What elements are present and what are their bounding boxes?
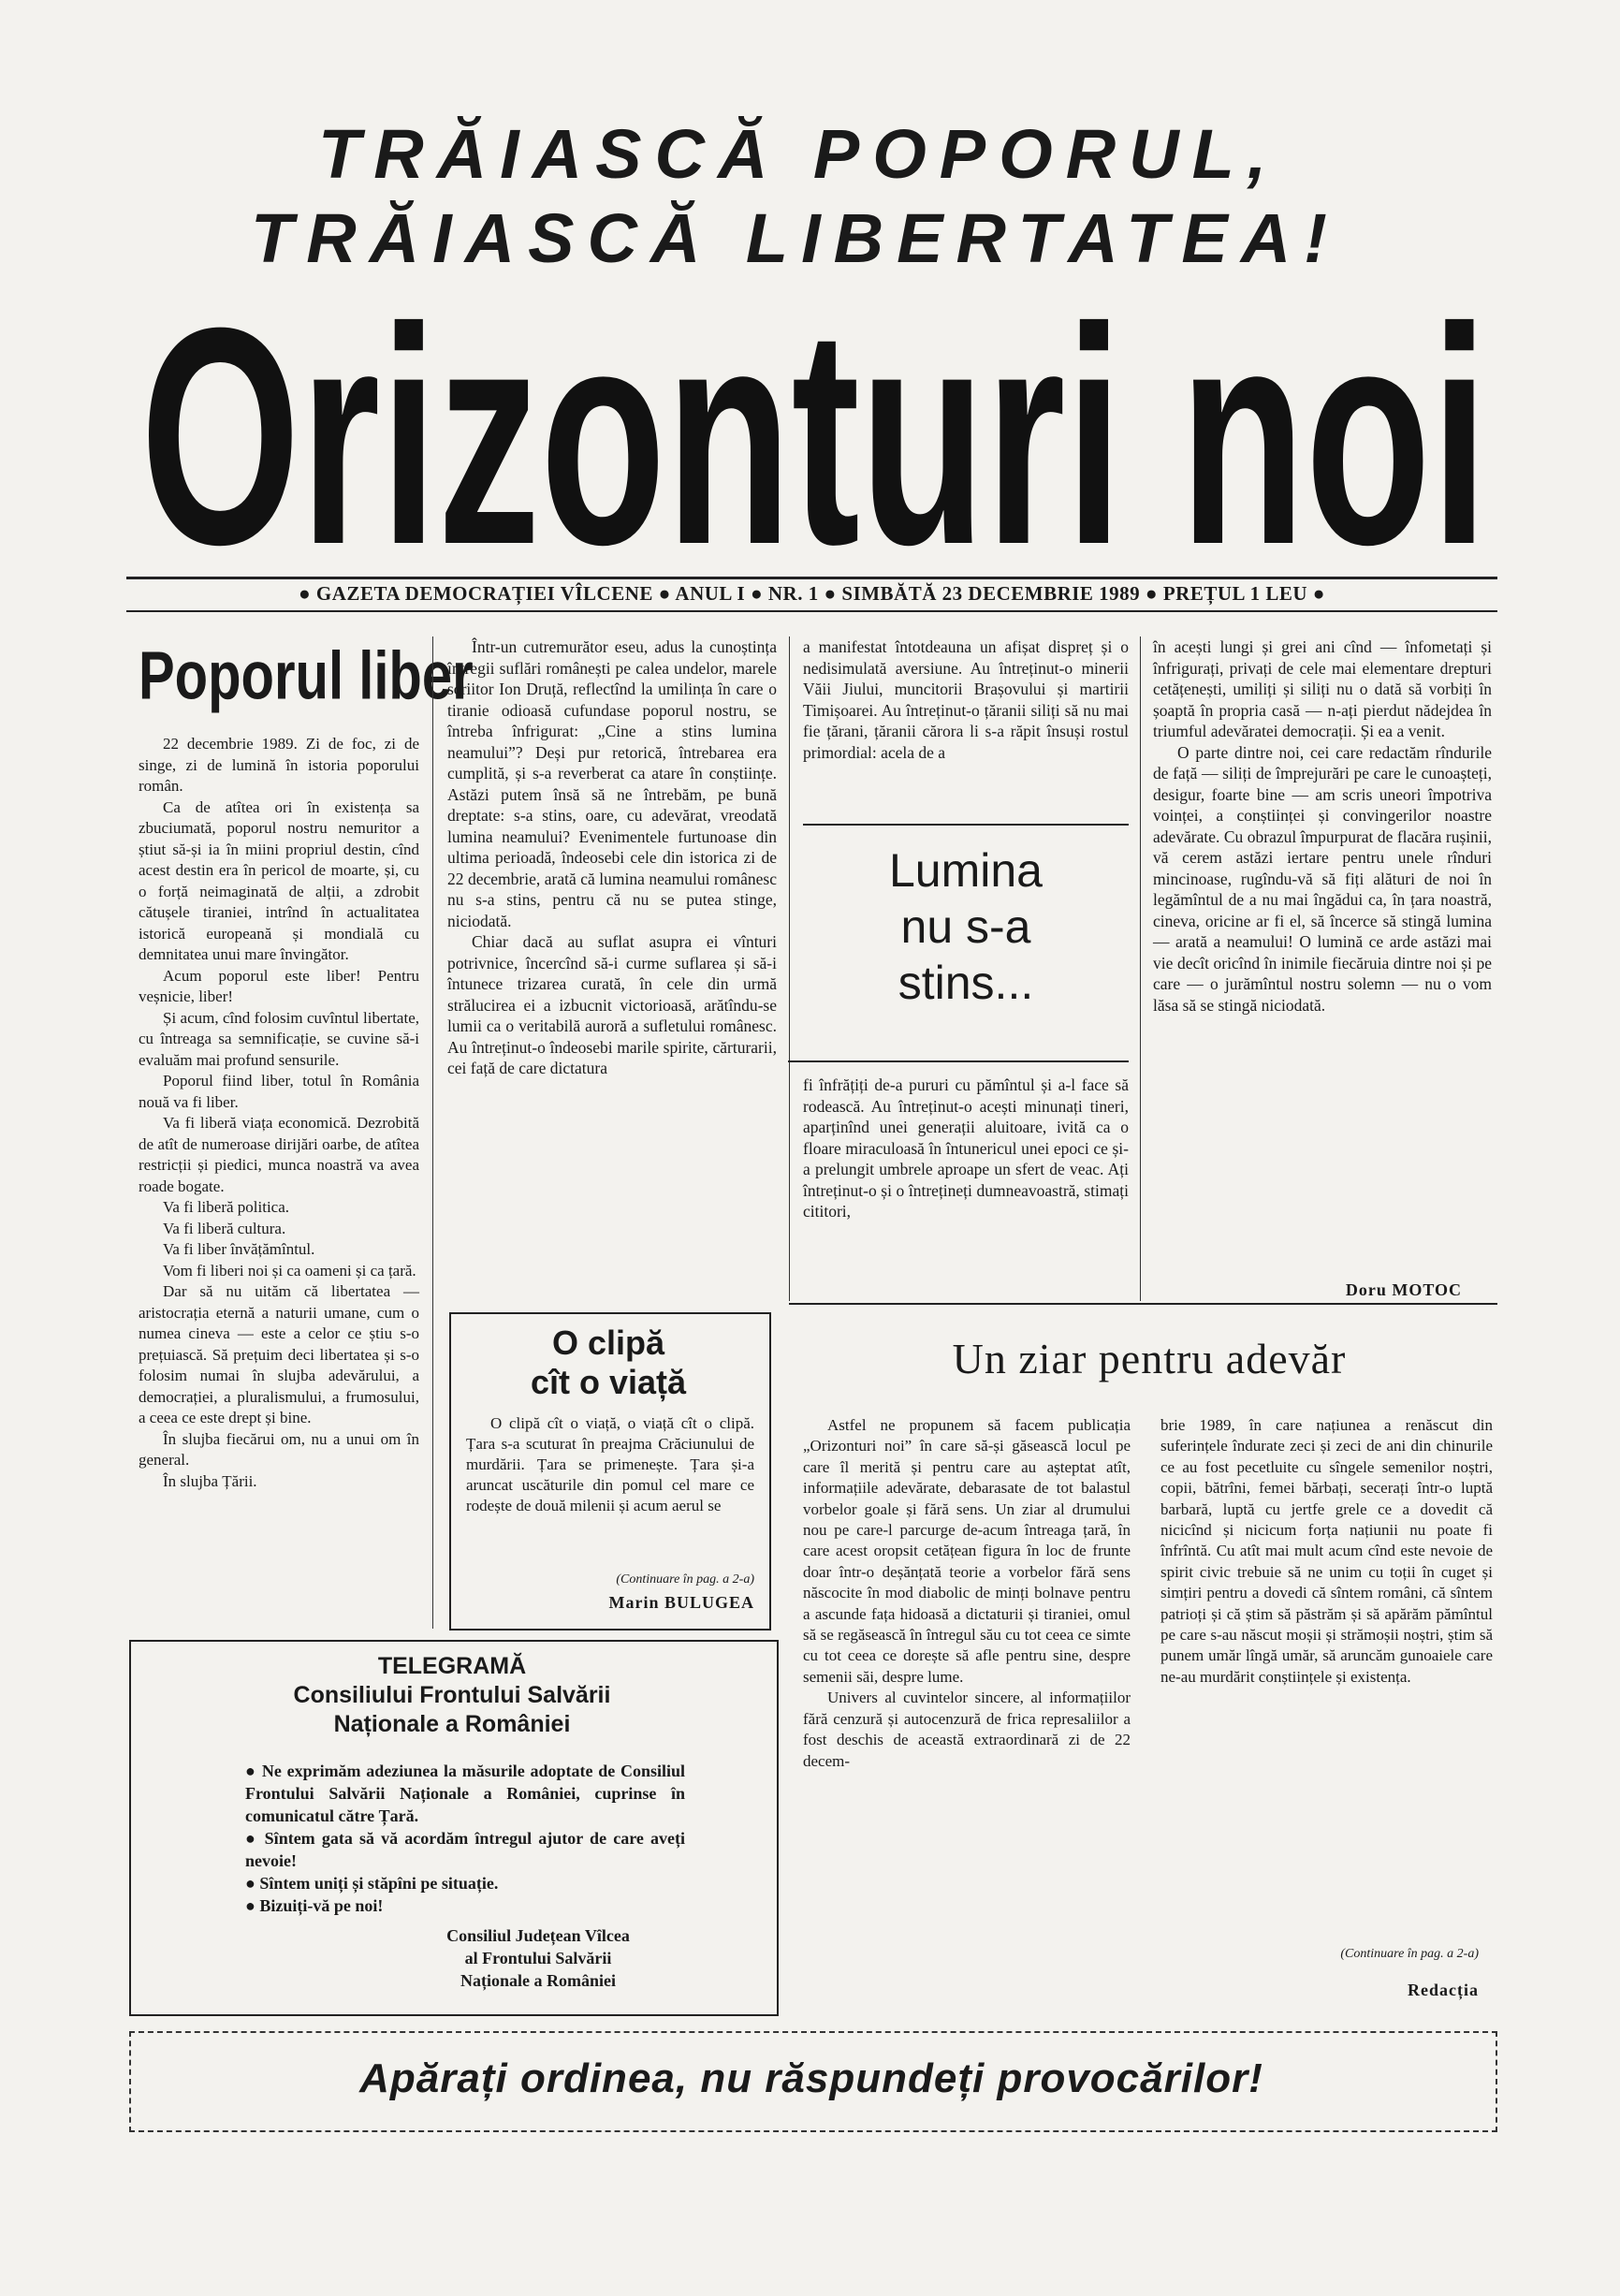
motoc-p2: O parte dintre noi, cei care redactăm rîndurile de față — siliți de împrejurări pe care le cunoașteți, desigur, foarte bine — am scris uneori împotriva voinței, a conștiinței și convingerilor noastre adevărate. Cu obrazul împurpurat de flacăra rușinii, vă cerem astăzi iertare pentru unele rînduri mincinoase, rugîndu-vă să fiți alături de noi în legămîntul de a nu mai îngădui ca, în țara noastră, cineva, oricine ar fi el, să încerce să stingă lumina — arată a neamului! O lumină ce arde astăzi mai vie decît oricînd în inimile fiecăruia dintre noi și pe care — o jurămîntul nostru solemn — nu o vom lăsa să se stingă niciodată. bbox=[1153, 742, 1492, 1015]
poporul-p3: Acum poporul este liber! Pentru veșnicie, liber! bbox=[139, 966, 419, 1005]
clipa-title-line-1: O clipă bbox=[551, 1323, 665, 1362]
poporul-p7: Va fi liberă politica. bbox=[163, 1198, 290, 1216]
column-divider bbox=[1140, 636, 1141, 1301]
masthead-info-line: ● GAZETA DEMOCRAȚIEI VÎLCENE ● ANUL I ● NR. 1 ● SIMBĂTĂ 23 DECEMBRIE 1989 ● PREȚUL 1 LEU ● bbox=[299, 582, 1325, 605]
telegram-subtitle-1: Consiliului Frontului Salvării bbox=[293, 1682, 611, 1708]
masthead-title bbox=[131, 309, 1497, 580]
poporul-p12: În slujba fiecărui om, nu a unui om în general. bbox=[139, 1429, 419, 1469]
bottom-banner-text: Apărați ordinea, nu răspundeți provocărilor! bbox=[359, 2055, 1263, 2101]
article-lumina-part1 bbox=[447, 636, 777, 1079]
poporul-p1: 22 decembrie 1989. Zi de foc, zi de singe, zi de lumină în istoria poporului român. bbox=[139, 735, 419, 795]
ziar-column-1 bbox=[803, 1415, 1131, 1772]
column-divider bbox=[789, 636, 790, 1301]
clipa-title-line-2: cît o viață bbox=[530, 1363, 687, 1401]
telegram-item-3: ● Sîntem uniți și stăpîni pe situație. bbox=[245, 1874, 499, 1893]
slogan-line-2: TRĂIASCĂ LIBERTATEA! bbox=[251, 199, 1340, 277]
motoc-p1: în acești lungi și grei ani cînd — înfometați și înfrigurați, privați de cele mai elementare drepturi cetățenești, umiliți și siliți nu o dată să vorbiți în șoaptă în propria casă — n-ați pierdut nădejdea în triumful adevăratei democrații. Și ea a venit. bbox=[1153, 637, 1492, 740]
lumina-p2: Chiar dacă au suflat asupra ei vînturi potrivnice, încercînd să-i curme suflarea și să-i întunece trizarea curată, în cele din urmă strălucirea ei a izbucnit victorioasă, arătîndu-se lumii ca o veritabilă auroră a sufletului românesc. Au întreținut-o îndeosebi marile spirite, cărturarii, cei față de care dictatura bbox=[447, 932, 777, 1077]
telegram-item-1: ● Ne exprimăm adeziunea la măsurile adoptate de Consiliul Frontului Salvării Naționale a României, cuprinse în comunicatul către Țară. bbox=[245, 1762, 685, 1825]
poporul-p10: Vom fi liberi noi și ca oameni și ca țară. bbox=[163, 1261, 416, 1280]
masthead-text: Orizonturi noi bbox=[140, 309, 1488, 580]
column-divider bbox=[432, 636, 433, 1629]
lumina-title-line-1: Lumina bbox=[889, 844, 1043, 897]
masthead-rule-bottom bbox=[126, 610, 1497, 612]
poporul-p2: Ca de atîtea ori în existența sa zbuciumată, poporul nostru nemuritor a știut să-și ia în miini propriul destin, cînd acest destin era în pericol de moarte, și, cu o forță neimaginată de alții, a zdrobit cătușele tiraniei, intrînd în actualitatea istorică europeană și mondială cu demnitatea unui mare învingător. bbox=[139, 797, 419, 963]
ziar-continuation: (Continuare în pag. a 2-a) bbox=[1340, 1947, 1479, 1961]
clipa-signature: Marin BULUGEA bbox=[608, 1593, 754, 1612]
slogan-line-1: TRĂIASCĂ POPORUL, bbox=[318, 115, 1280, 193]
ziar-column-2 bbox=[1160, 1415, 1493, 1688]
ziar-p1: Astfel ne propunem să facem publicația „Orizonturi noi” în care să-și găsească locul pe care îl merită și pentru care au așteptat atît, informațiile adevărate, debarasate de tot balastul vorbelor goale și fără sens. Un ziar al drumului nou pe care-l parcurge de-acum întreaga țară, în care acest oropsit cetățean figura în loc de frunte doar într-o deșănțată teorie a vorbelor fără sens născocite în mod diabolic de minți bolnave pentru a ascunde fața hidoasă a dictaturii și tiraniei, omul să se regăsească în întregul său cu tot ceea ce simte cu tot ceea ce dorește să afle pentru sine, despre semenii săi, despre lume. bbox=[803, 1416, 1131, 1686]
poporul-liber-title: Poporul liber bbox=[139, 637, 474, 714]
clipa-text-block bbox=[466, 1413, 754, 1516]
lumina-title bbox=[803, 842, 1129, 1011]
masthead-svg bbox=[131, 309, 1497, 580]
lumina-title-rule-top bbox=[803, 824, 1129, 826]
poporul-p4: Și acum, cînd folosim cuvîntul libertate, cu întreaga sa semnificație, se cuvine să-i evaluăm mai profund sensurile. bbox=[139, 1008, 419, 1069]
telegram-item-2: ● Sîntem gata să vă acordăm întregul ajutor de care aveți nevoie! bbox=[245, 1829, 685, 1870]
telegram-signature bbox=[393, 1924, 683, 1992]
poporul-p6: Va fi liberă viața economică. Dezrobită de atît de numeroase dirijări oarbe, de atîtea restricții și piedici, munca noastră va avea roade bogate. bbox=[139, 1114, 419, 1195]
telegram-signature-2: al Frontului Salvării bbox=[464, 1949, 612, 1967]
article-poporul-liber bbox=[139, 636, 474, 1492]
lumina-text-bottom: fi înfrățiți de-a pururi cu pămîntul și a-l face să rodească. Au întreținut-o acești minunați tineri, aparținînd unei generații aluitoare, ivită ca o floare miraculoasă în întunericul unei epoci ce și-a prelungit umbrele aproape un sfert de veac. Ați întreținut-o și o întrețineți dumneavoastră, stimați cititori, bbox=[803, 1075, 1129, 1221]
telegram-signature-3: Naționale a României bbox=[460, 1971, 616, 1990]
lumina-text-top: a manifestat întotdeauna un afișat dispreț și o nedisimulată aversiune. Au întreținut-o minerii Văii Jiului, muncitorii Brașovului și martirii Timișoarei. Au întreținut-o țăranii siliți să nu mai fie țărani, țăranii cărora li s-a răpit însuși rostul primordial: acela de a bbox=[803, 637, 1129, 762]
ziar-signature: Redacția bbox=[1408, 1981, 1479, 1999]
clipa-title bbox=[453, 1323, 764, 1402]
telegram-header bbox=[140, 1652, 764, 1739]
ziar-p2: Univers al cuvintelor sincere, al informațiilor fără cenzură și autocenzură de frica represaliilor a fost deschis de această extraordinară zi de 22 decem- bbox=[803, 1689, 1131, 1770]
telegram-body bbox=[245, 1760, 685, 1917]
motoc-signature: Doru MOTOC bbox=[1345, 1280, 1462, 1299]
lumina-p1: Într-un cutremurător eseu, adus la cunoștința întregii suflări românești pe calea undelor, marele scriitor Ion Druță, reflectînd la umilința în care o tiranie odioasă cufundase poporul nostru, se întreba înfrigurat: „Cine a stins lumina neamului”? Deși pur retorică, întrebarea era cumplită, și s-a reverberat ca atare în conștiințe. Astăzi putem însă să ne întrebăm, pe bună dreptate: s-a stins, oare, cu adevărat, vreodată lumina neamului? Evenimentele furtunoase din ultima perioadă, îndeosebi cele din istorica zi de 22 decembrie, arată că lumina neamului românesc nu s-a stins, pentru că nu se putea stinge, niciodată. bbox=[447, 637, 777, 930]
article-lumina-part3 bbox=[803, 1075, 1129, 1222]
lumina-title-line-2: nu s-a bbox=[900, 900, 1031, 953]
section-rule bbox=[789, 1303, 1497, 1305]
telegram-subtitle-2: Naționale a României bbox=[333, 1711, 571, 1737]
telegram-signature-1: Consiliul Județean Vîlcea bbox=[446, 1926, 630, 1945]
poporul-p13: În slujba Țării. bbox=[163, 1471, 257, 1490]
article-lumina-part2 bbox=[803, 636, 1129, 763]
poporul-p8: Va fi liberă cultura. bbox=[163, 1219, 286, 1237]
clipa-text: O clipă cît o viață, o viață cît o clipă. Țara s-a scuturat în preajma Crăciunului de murdării. Țara se primenește. Țara și-a aruncat uscăturile din pomul cel mare ce rodește de două milenii și acum aerul se bbox=[466, 1414, 754, 1514]
poporul-p5: Poporul fiind liber, totul în România nouă va fi liber. bbox=[139, 1072, 419, 1111]
ziar-p3: brie 1989, în care națiunea a renăscut din suferințele îndurate zeci și zeci de ani din chinurile ce au fost pecetluite cu sîngele semenilor noștri, copii, bătrîni, femei bărbați, secerați într-o luptă barbară, luptă cu jertfe grele ce a dovedit că nicicînd și nicicum forța națiunii nu poate fi înfrîntă. Cu atît mai mult acum cînd este nevoie de spirit civic trebuie să ne unim cu toții în cuget și simțiri pentru a dovedi că sîntem români, că sîntem patrioți și că știm să păstrăm și să apărăm pămîntul pe care s-au născut moșii și strămoșii noștri, știm să punem umăr lîngă umăr, să aruncăm gunoaiele care ne-au murdărit conștiințele și existența. bbox=[1160, 1416, 1493, 1686]
lumina-title-line-3: stins... bbox=[898, 957, 1034, 1009]
poporul-p9: Va fi liber învățămîntul. bbox=[163, 1240, 315, 1258]
clipa-continuation: (Continuare în pag. a 2-a) bbox=[616, 1572, 754, 1587]
telegram-title: TELEGRAMĂ bbox=[377, 1653, 527, 1679]
ziar-title: Un ziar pentru adevăr bbox=[952, 1335, 1347, 1382]
poporul-p11: Dar să nu uităm că libertatea — aristocrația eternă a naturii umane, cum o numea cineva — este a celor ce știu s-o prețuiască. Să prețuim deci libertatea și s-o folosim numai în slujba adevărului, a democrației, a pluralismului, a frumosului, a ceea ce este drept și bine. bbox=[139, 1282, 419, 1426]
masthead-rule-top bbox=[126, 577, 1497, 579]
lumina-title-rule-bottom bbox=[788, 1060, 1129, 1062]
article-motoc bbox=[1153, 636, 1492, 1016]
telegram-item-4: ● Bizuiți-vă pe noi! bbox=[245, 1896, 384, 1915]
